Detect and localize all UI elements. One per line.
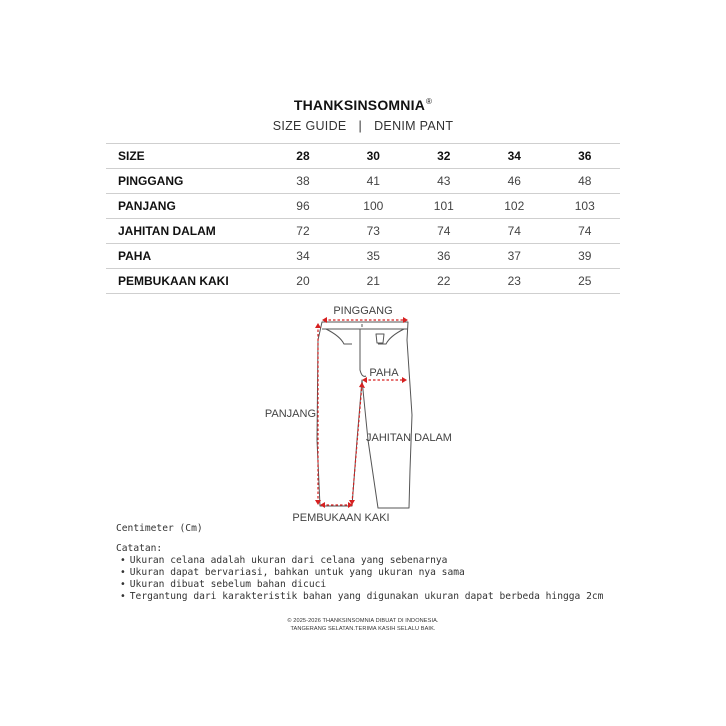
table-row [106,244,620,269]
location-line: TANGERANG SELATAN.TERIMA KASIH SELALU BAIK. [290,626,436,632]
thigh-label: PAHA [369,367,399,379]
size-table [106,143,620,294]
arrow-head [359,382,365,388]
table-cell: 22 [409,269,479,294]
arrow-head [320,502,325,508]
table-cell: 36 [409,244,479,269]
notes-section [116,523,603,603]
leg-opening-label: PEMBUKAAN KAKI [292,512,390,524]
header-cell: 28 [268,144,338,169]
header-cell: 32 [409,144,479,169]
measurement-arrows [315,317,408,508]
table-cell: 103 [549,194,620,219]
table-cell: 46 [479,169,549,194]
right-pocket [378,329,404,344]
footer [0,617,726,633]
note-item: • Ukuran dapat bervariasi, bahkan untuk yang ukuran nya sama [116,567,603,579]
table-row [106,269,620,294]
note-item: • Ukuran celana adalah ukuran dari celana yang sebenarnya [116,555,603,567]
arrow-head [315,323,321,328]
table-cell: 100 [338,194,408,219]
header-cell: 30 [338,144,408,169]
table-cell: 43 [409,169,479,194]
table-cell: 23 [479,269,549,294]
table-cell: 73 [338,219,408,244]
table-cell: 21 [338,269,408,294]
row-label: PANJANG [106,194,268,219]
measurement-lines [318,320,406,505]
table-row [106,219,620,244]
table-cell: 96 [268,194,338,219]
pants-diagram [0,300,726,525]
subtitle-separator: | [358,119,363,133]
waist-label: PINGGANG [333,305,393,317]
table-cell: 25 [549,269,620,294]
table-row [106,169,620,194]
brand-title [0,97,726,113]
pants-outline [317,322,412,508]
arrow-head [362,377,367,383]
brand-name: THANKSINSOMNIA [293,97,426,113]
unit-note: Centimeter (Cm) [116,523,203,534]
length-label: PANJANG [264,408,316,420]
page-subtitle [0,119,726,133]
table-cell: 35 [338,244,408,269]
note-item: • Ukuran dibuat sebelum bahan dicuci [116,579,603,591]
table-cell: 74 [549,219,620,244]
table-cell: 37 [479,244,549,269]
notes-title: Catatan: [116,543,163,554]
table-cell: 38 [268,169,338,194]
pants-illustration [317,322,412,508]
guide-label: SIZE GUIDE [272,119,347,133]
header-cell: 36 [549,144,620,169]
row-label: JAHITAN DALAM [106,219,268,244]
left-pocket [326,329,352,344]
product-name: DENIM PANT [374,119,454,133]
arrow-head [402,377,407,383]
table-cell: 41 [338,169,408,194]
coin-pocket [376,334,384,343]
table-cell: 74 [409,219,479,244]
notes-list [116,555,603,603]
row-label: PINGGANG [106,169,268,194]
table-cell: 102 [479,194,549,219]
header-cell: 34 [479,144,549,169]
table-cell: 74 [479,219,549,244]
table-cell: 34 [268,244,338,269]
table-cell: 72 [268,219,338,244]
table-header-row [106,144,620,169]
note-item: • Tergantung dari karakteristik bahan yang digunakan ukuran dapat berbeda hingga 2cm [116,591,603,603]
table-cell: 39 [549,244,620,269]
row-label: PEMBUKAAN KAKI [106,269,268,294]
header-label: SIZE [106,144,268,169]
fly-stitch [360,329,366,376]
row-label: PAHA [106,244,268,269]
inseam-label: JAHITAN DALAM [366,432,452,444]
table-cell: 101 [409,194,479,219]
table-cell: 20 [268,269,338,294]
copyright-line: © 2025-2026 THANKSINSOMNIA DIBUAT DI INDONESIA. [287,618,439,624]
table-row [106,194,620,219]
registered-mark: ® [426,97,433,106]
table-cell: 48 [549,169,620,194]
